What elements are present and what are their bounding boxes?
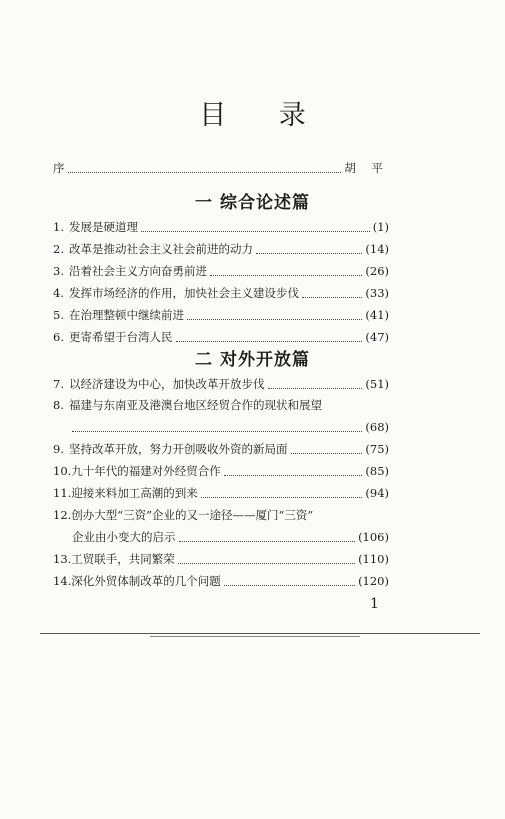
page-title: 目 录: [199, 100, 328, 131]
toc-entry-continuation[interactable]: [72, 529, 389, 545]
toc-entry[interactable]: [53, 285, 389, 301]
toc-entry-page: (68): [365, 420, 389, 434]
leader-dots: [291, 449, 363, 454]
toc-entry-number: 3.: [53, 264, 64, 278]
toc-entry-number: 9.: [53, 442, 64, 456]
toc-entry[interactable]: [53, 263, 389, 279]
toc-entry-number: 11.: [53, 486, 72, 500]
toc-entry-number: 14.: [53, 574, 72, 588]
toc-entry[interactable]: [53, 507, 389, 523]
toc-entry-title: 工贸联手，共同繁荣: [71, 552, 175, 566]
leader-dots: [178, 559, 355, 564]
toc-entry[interactable]: [53, 241, 389, 257]
toc-entry[interactable]: [53, 307, 389, 323]
toc-entry-number: 1.: [53, 220, 64, 234]
toc-entry-title: 改革是推动社会主义社会前进的动力: [69, 242, 253, 256]
toc-entry-page: (26): [365, 264, 389, 278]
toc-entry-number: 13.: [53, 552, 72, 566]
toc-entry-number: 5.: [53, 308, 64, 322]
section-heading-1: 一 综合论述篇: [195, 193, 310, 213]
toc-entry[interactable]: [53, 485, 389, 501]
toc-entry-title: 九十年代的福建对外经贸合作: [71, 464, 221, 478]
toc-entry-number: 4.: [53, 286, 64, 300]
leader-dots: [224, 581, 355, 586]
toc-entry-author: 胡 平: [344, 161, 389, 175]
toc-entry[interactable]: [53, 329, 389, 345]
toc-entry-title: 沿着社会主义方向奋勇前进: [69, 264, 207, 278]
leader-dots: [179, 537, 356, 542]
toc-entry-page: (41): [365, 308, 389, 322]
toc-entry-title: 深化外贸体制改革的几个问题: [71, 574, 221, 588]
toc-entry-title: 发挥市场经济的作用，加快社会主义建设步伐: [69, 286, 299, 300]
toc-entry-page: (120): [358, 574, 389, 588]
toc-entry-title: 迎接来料加工高潮的到来: [71, 486, 198, 500]
toc-entry-title: 创办大型“三资”企业的又一途径——厦门“三资”: [71, 508, 314, 522]
toc-entry[interactable]: [53, 376, 389, 392]
toc-entry[interactable]: [53, 463, 389, 479]
toc-entry-page: (94): [365, 486, 389, 500]
toc-entry-title: 在治理整顿中继续前进: [69, 308, 184, 322]
toc-entry[interactable]: [53, 441, 389, 457]
leader-dots: [302, 293, 362, 298]
toc-entry-title: 更寄希望于台湾人民: [69, 330, 173, 344]
bottom-rule-secondary: [150, 636, 360, 637]
toc-entry-title: 企业由小变大的启示: [72, 530, 176, 544]
toc-entry-title: 坚持改革开放，努力开创吸收外资的新局面: [69, 442, 288, 456]
toc-entry-number: 7.: [53, 377, 64, 391]
toc-entry-page: (47): [365, 330, 389, 344]
section-heading-2: 二 对外开放篇: [195, 350, 310, 370]
toc-entry-page: (85): [365, 464, 389, 478]
toc-entry[interactable]: [53, 219, 389, 235]
toc-entry[interactable]: [53, 573, 389, 589]
page-number: 1: [370, 596, 379, 612]
toc-entry-number: 2.: [53, 242, 64, 256]
toc-entry-page: (51): [365, 377, 389, 391]
leader-dots: [187, 315, 362, 320]
toc-entry-label: 序: [53, 161, 65, 175]
toc-entry-number: 8.: [53, 398, 64, 412]
toc-entry-continuation[interactable]: [72, 419, 389, 435]
toc-entry-title: 发展是硬道理: [69, 220, 138, 234]
toc-entry-number: 6.: [53, 330, 64, 344]
toc-entry-title: 福建与东南亚及港澳台地区经贸合作的现状和展望: [69, 398, 322, 412]
toc-entry-title: 以经济建设为中心，加快改革开放步伐: [69, 377, 265, 391]
toc-entry-page: (110): [358, 552, 389, 566]
toc-entry-page: (106): [358, 530, 389, 544]
bottom-rule: [40, 633, 480, 634]
leader-dots: [176, 337, 363, 342]
toc-entry-number: 10.: [53, 464, 72, 478]
toc-entry-page: (33): [365, 286, 389, 300]
leader-dots: [141, 227, 370, 232]
toc-entry-number: 12.: [53, 508, 72, 522]
toc-entry-page: (1): [372, 220, 389, 234]
toc-entry[interactable]: [53, 551, 389, 567]
leader-dots: [72, 427, 362, 432]
toc-entry-page: (14): [365, 242, 389, 256]
leader-dots: [210, 271, 362, 276]
leader-dots: [268, 384, 363, 389]
leader-dots: [256, 249, 362, 254]
toc-entry[interactable]: [53, 397, 389, 413]
leader-dots: [68, 168, 342, 173]
toc-entry-page: (75): [365, 442, 389, 456]
leader-dots: [224, 471, 363, 476]
leader-dots: [201, 493, 363, 498]
toc-entry-preface[interactable]: [53, 160, 389, 176]
